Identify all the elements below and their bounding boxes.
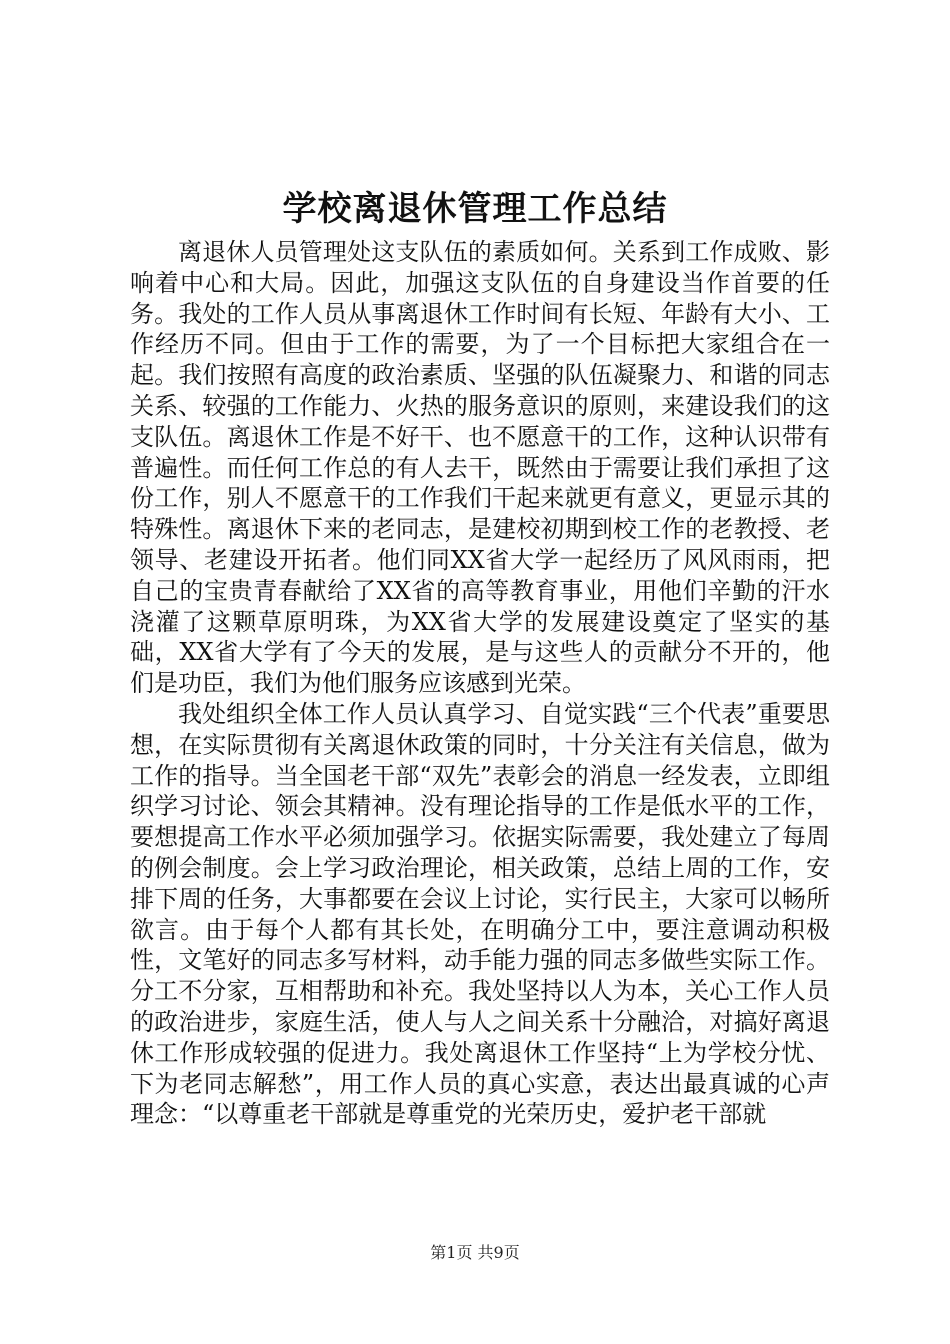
paragraph-1: 离退休人员管理处这支队伍的素质如何。关系到工作成败、影响着中心和大局。因此，加强这支队伍的自身建设当作首要的任务。我处的工作人员从事离退休工作时间有长短、年龄有大小、工作经历不同。但由于工作的需要，为了一个目标把大家组合在一起。我们按照有高度的政治素质、坚强的队伍凝聚力、和谐的同志关系、较强的工作能力、火热的服务意识的原则，来建设我们的这支队伍。离退休工作是不好干、也不愿意干的工作，这种认识带有普遍性。而任何工作总的有人去干，既然由于需要让我们承担了这份工作，别人不愿意干的工作我们干起来就更有意义，更显示其的特殊性。离退休下来的老同志，是建校初期到校工作的老教授、老领导、老建设开拓者。他们同XX省大学一起经历了风风雨雨，把自己的宝贵青春献给了XX省的高等教育事业，用他们辛勤的汗水浇灌了这颗草原明珠，为XX省大学的发展建设奠定了坚实的基础，XX省大学有了今天的发展，是与这些人的贡献分不开的，他们是功臣，我们为他们服务应该感到光荣。 xyxy=(130,238,830,698)
paragraph-2: 我处组织全体工作人员认真学习、自觉实践“三个代表”重要思想，在实际贯彻有关离退休政策的同时，十分关注有关信息，做为工作的指导。当全国老干部“双先”表彰会的消息一经发表，立即组织学习讨论、领会其精神。没有理论指导的工作是低水平的工作，要想提高工作水平必须加强学习。依据实际需要，我处建立了每周的例会制度。会上学习政治理论，相关政策，总结上周的工作，安排下周的任务，大事都要在会议上讨论，实行民主，大家可以畅所欲言。由于每个人都有其长处，在明确分工中，要注意调动积极性，文笔好的同志多写材料，动手能力强的同志多做些实际工作。分工不分家，互相帮助和补充。我处坚持以人为本，关心工作人员的政治进步，家庭生活，使人与人之间关系十分融洽，对搞好离退休工作形成较强的促进力。我处离退休工作坚持“上为学校分忧、下为老同志解愁”，用工作人员的真心实意，表达出最真诚的心声理念：“以尊重老干部就是尊重党的光荣历史，爱护老干部就 xyxy=(130,699,830,1129)
document-title: 学校离退休管理工作总结 xyxy=(282,189,668,229)
document-body xyxy=(130,237,830,1130)
page-number-footer: 第1页 共9页 xyxy=(430,1243,520,1262)
